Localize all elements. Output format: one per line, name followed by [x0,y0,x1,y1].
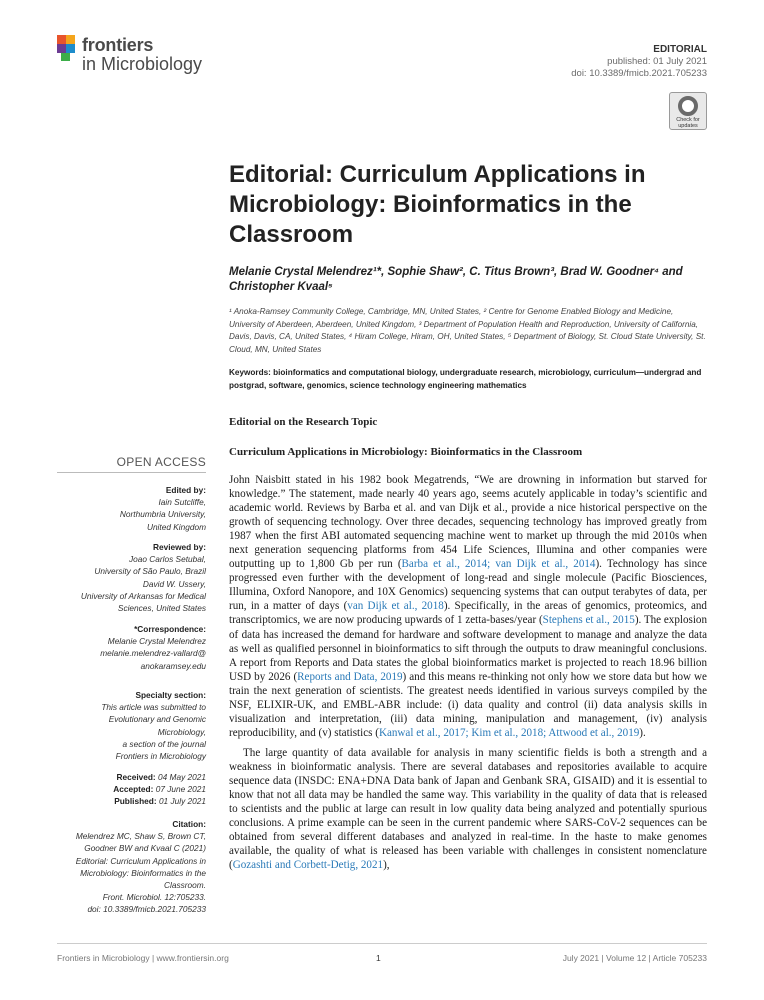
open-access-divider [57,472,206,473]
citation-line: Editorial: Curriculum Applications in [75,855,206,866]
reference-link[interactable]: Reports and Data, 2019 [297,670,403,683]
correspondence-section [57,623,206,672]
published-date: published: 01 July 2021 [607,56,707,67]
editor-line: Northumbria University, [119,509,206,520]
reference-link[interactable]: van Dijk et al., 2018 [347,600,444,613]
specialty-line[interactable]: Evolutionary and Genomic [108,714,206,725]
editor-line[interactable]: Iain Sutcliffe, [158,497,206,508]
page-number: 1 [376,953,381,963]
reviewer-line[interactable]: Joao Carlos Setubal, [128,554,206,565]
correspondence-email[interactable]: anokaramsey.edu [140,660,206,671]
edited-by-label: Edited by: [165,485,206,495]
reviewed-by-section [57,541,206,614]
author-list[interactable]: Melanie Crystal Melendrez¹*, Sophie Shaw², C. Titus Brown³, Brad W. Goodner⁴ and Christopher Kvaal⁵ [229,266,683,293]
research-topic-link[interactable]: Curriculum Applications in Microbiology: Bioinformatics in the Classroom [229,446,583,458]
keywords-list: bioinformatics and computational biology, undergraduate research, microbiology, curriculum—undergrad and postgrad, software, genomics, science technology engineering mathematics [229,368,702,390]
citation-line: Goodner BW and Kvaal C (2021) [84,843,206,854]
specialty-line: This article was submitted to [101,702,206,713]
affiliations: ¹ Anoka-Ramsey Community College, Cambridge, MN, United States, ² Centre for Genome Enabled Biology and Medicine, University of Aberdeen, Aberdeen, United Kingdom, ³ Department of Population Health and Reproduction, University of California, Davis, Davis, CA, United States, ⁴ Hiram College, Hiram, OH, United States, ⁵ Department of Biology, St. Cloud State University, St. Cloud, MN, United States [229,307,706,354]
reviewed-by-label: Reviewed by: [152,542,206,552]
specialty-section [57,689,206,762]
reviewer-line[interactable]: David W. Ussery, [142,578,206,589]
logo-brand-text: frontiers [82,35,154,55]
open-access-label: OPEN ACCESS [116,455,206,469]
specialty-line: Frontiers in Microbiology [115,751,206,762]
reference-link[interactable]: Kanwal et al., 2017; Kim et al., 2018; Attwood et al., 2019 [378,726,640,739]
article-title: Editorial: Curriculum Applications in Microbiology: Bioinformatics in the Classroom [229,161,646,248]
citation-doi[interactable]: doi: 10.3389/fmicb.2021.705233 [87,904,206,915]
keywords [229,367,707,392]
edited-by-section [57,484,206,533]
citation-label: Citation: [172,819,206,829]
footer-journal-link[interactable]: Frontiers in Microbiology | www.frontiersin.org [57,953,229,963]
check-for-updates-button[interactable] [669,92,707,130]
body-paragraph: The large quantity of data available for analysis in many scientific fields is both a strength and a weakness in bioinformatic analysis. There are several databases and repositories available to acquire sequence data (INSDC: ENA+DNA Data bank of Japan and Genbank SRA, GISAID) and it is essential to know that not all data may be handled the same way. This variability in the quality of data that is released to scientists and the public at large can result in low quality data being analyzed and potentially spurious conclusions. A prime example can be seen in the current pandemic where SARS-CoV-2 sequences can be obtained from several different databases and analyzed in real-time. In the haste to make genomes available, the quality of what is released has been variable with challenges in consistent nomenclature (Gozashti and Corbett-Detig, 2021), [229,746,707,872]
reviewer-line: Sciences, United States [117,603,206,614]
reference-link[interactable]: Gozashti and Corbett-Detig, 2021 [232,859,384,872]
correspondence-label: *Correspondence: [134,624,206,634]
citation-line: Melendrez MC, Shaw S, Brown CT, [75,831,206,842]
specialty-label: Specialty section: [135,690,206,700]
journal-logo[interactable] [57,33,237,79]
article-meta [571,44,707,80]
correspondence-email[interactable]: melanie.melendrez-vallard@ [100,648,206,659]
check-updates-label: Check for updates [676,117,700,129]
footer-issue-info: July 2021 | Volume 12 | Article 705233 [562,953,707,963]
dates-section [57,771,206,808]
article-type: EDITORIAL [653,44,707,55]
frontiers-logo-icon [57,35,79,61]
footer-divider [57,943,707,944]
keywords-label: Keywords: [229,368,271,377]
reference-link[interactable]: Barba et al., 2014; van Dijk et al., 2014 [401,558,596,571]
correspondence-line: Melanie Crystal Melendrez [107,636,206,647]
specialty-line: a section of the journal [122,738,206,749]
reviewer-line: University of Arkansas for Medical [80,590,206,601]
accepted-date: Accepted: 07 June 2021 [113,784,206,795]
logo-journal-text: in Microbiology [82,54,203,74]
article-doi[interactable]: doi: 10.3389/fmicb.2021.705233 [571,68,707,79]
citation-line: Classroom. [164,880,206,891]
body-paragraph: John Naisbitt stated in his 1982 book Megatrends, “We are drowning in information but starved for knowledge.” The statement, made nearly 40 years ago, seems acutely applicable in today’s scientific and academic world. Reviews by Barba et al. and van Dijk et al., provide a nice historical perspective on the growth of sequencing technology. Over three decades, sequencing technology has improved greatly from 1987 when the first ABI automated sequencing machine went to market up through the mid 2010s when next generation sequencing platforms from 454 Life Sciences, Illumina and other companies were outputting up to 1,800 Gb per run (Barba et al., 2014; van Dijk et al., 2014). Technology has since progressed even further with the development of long-read and single molecule (Pacific Biosciences, Illumina, Oxford Nanopore, and 10X Genomics) sequencing systems that can output terabytes of data, per run, in a matter of days (van Dijk et al., 2018). Specifically, in the areas of genomics, proteomics, and transcriptomics, we are now producing upwards of 1 zetta-bases/year (Stephens et al., 2015). The explosion of data has increased the demand for hardware and software development to manage and analyze the data as well as qualified personnel in bioinformatics to sift through the outputs to draw meaningful conclusions. A report from Reports and Data states the global bioinformatics market is projected to reach 18.96 billion USD by 2026 (Reports and Data, 2019) and this means re-thinking not only how we store data but how we train the next generation of scientists. The greatest needs identified in various surveys compiled by the NSF, ELIXIR-UK, and EMBL-ABR include: (i) data quality and control (ii) data analysis skills in visualization and interpretation, (iii) data mining, manipulation and management, (iv) analysis reproducibility, and (v) statistics (Kanwal et al., 2017; Kim et al., 2018; Attwood et al., 2019). [229,474,708,739]
reference-link[interactable]: Stephens et al., 2015 [542,614,635,627]
citation-line: Microbiology: Bioinformatics in the [80,867,206,878]
received-date: Received: 04 May 2021 [116,772,206,782]
check-updates-icon [678,96,698,116]
editor-line: United Kingdom [146,521,206,532]
specialty-line[interactable]: Microbiology, [157,726,206,737]
published-date-side: Published: 01 July 2021 [114,796,206,807]
citation-section [57,818,206,916]
reviewer-line: University of São Paulo, Brazil [94,566,206,577]
article-body [229,473,707,872]
citation-line: Front. Microbiol. 12:705233. [102,892,206,903]
editorial-on-label: Editorial on the Research Topic [229,416,378,428]
